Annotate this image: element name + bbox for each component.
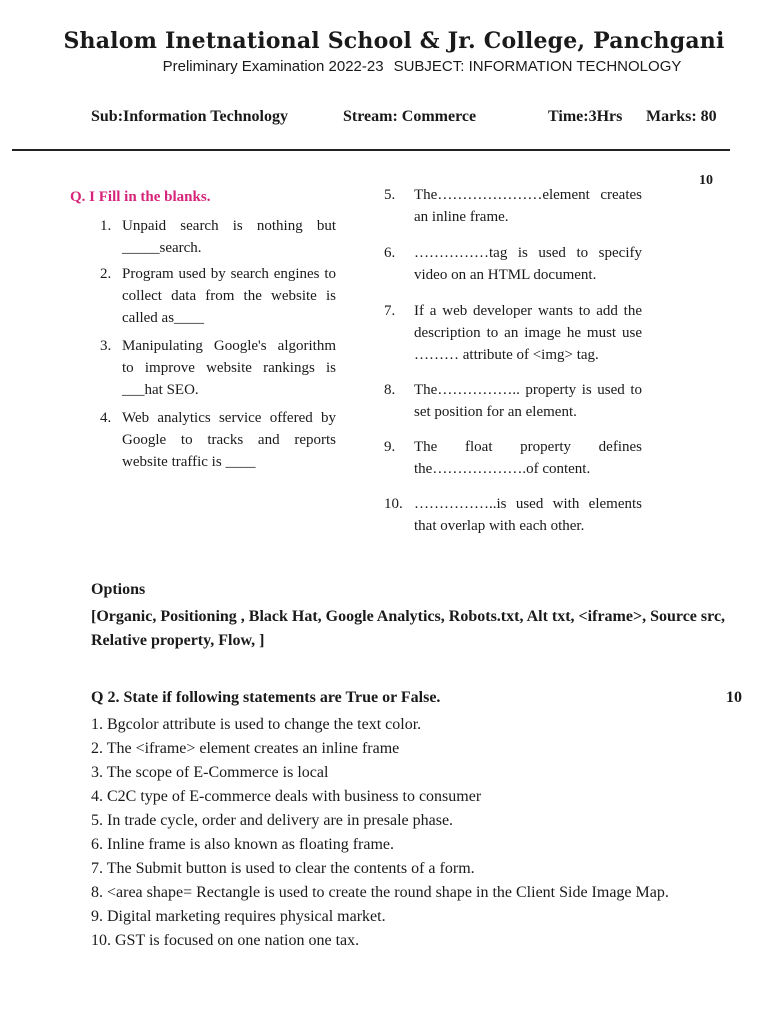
list-item: 4. C2C type of E-commerce deals with business to consumer [91,788,482,805]
options-list: [Organic, Positioning , Black Hat, Google Analytics, Robots.txt, Alt txt, <iframe>, Source src, Relative property, Flow, ] [91,608,726,649]
q2-title: Q 2. State if following statements are True or False. [91,689,441,706]
list-item: 3. The scope of E-Commerce is local [91,764,329,781]
list-item: 9. Digital marketing requires physical market. [91,908,386,925]
item-number: 3. [100,338,112,354]
list-item [100,263,336,329]
list-item: 5. In trade cycle, order and delivery are in presale phase. [91,812,454,829]
list-item [100,335,336,401]
marks-label: Marks: 80 [646,108,717,125]
time-label: Time:3Hrs [548,108,623,125]
list-item [384,242,642,286]
school-title: Shalom Inetnational School & Jr. College, Panchgani [63,28,725,54]
q1-marks: 10 [699,173,713,188]
item-number: 6. [384,245,396,261]
item-text: ……………tag is used to specify video on an HTML document. [414,245,642,283]
item-text: Program used by search engines to collect data from the website is called as____ [122,266,336,326]
item-text: The…………………element creates an inline frame. [414,187,642,225]
list-item: 2. The <iframe> element creates an inline frame [91,740,400,757]
subject-label: Sub:Information Technology [91,108,288,125]
exam-line [0,58,768,75]
subject-heading: SUBJECT: INFORMATION TECHNOLOGY [393,58,682,75]
list-item: 7. The Submit button is used to clear the contents of a form. [91,860,475,877]
item-text: Unpaid search is nothing but _____search. [122,218,336,256]
true-false-list [91,713,751,953]
item-text: The float property defines the……………….of content. [414,439,642,477]
item-text: Manipulating Google's algorithm to improve website rankings is ___hat SEO. [122,338,336,398]
fill-blanks-left-column [100,215,336,473]
fill-blanks-right-column [384,184,642,537]
item-number: 1. [100,218,112,234]
list-item: 6. Inline frame is also known as floating frame. [91,836,395,853]
list-item [384,300,642,366]
item-number: 10. [384,496,403,512]
q1-title: Q. I Fill in the blanks. [70,189,211,205]
item-number: 7. [384,303,396,319]
list-item: 1. Bgcolor attribute is used to change the text color. [91,716,422,733]
item-text: Web analytics service offered by Google to tracks and reports website traffic is ____ [122,410,336,470]
item-text: The…………….. property is used to set position for an element. [414,382,642,420]
list-item [100,407,336,473]
list-item [384,493,642,537]
item-number: 4. [100,410,112,426]
list-item [384,379,642,423]
header-divider [12,149,730,151]
item-text: If a web developer wants to add the description to an image he must use ……… attribute of <img> tag. [414,303,642,363]
item-number: 9. [384,439,396,455]
list-item [100,215,336,259]
stream-label: Stream: Commerce [343,108,477,125]
item-number: 2. [100,266,112,282]
list-item [384,436,642,480]
q2-marks: 10 [726,689,742,706]
list-item [384,184,642,228]
list-item: 8. <area shape= Rectangle is used to create the round shape in the Client Side Image Map. [91,884,669,901]
item-number: 8. [384,382,396,398]
list-item: 10. GST is focused on one nation one tax. [91,932,360,949]
item-text: ……………..is used with elements that overlap with each other. [414,496,642,534]
item-number: 5. [384,187,396,203]
exam-name: Preliminary Examination 2022-23 [162,58,384,75]
options-heading: Options [91,581,146,598]
